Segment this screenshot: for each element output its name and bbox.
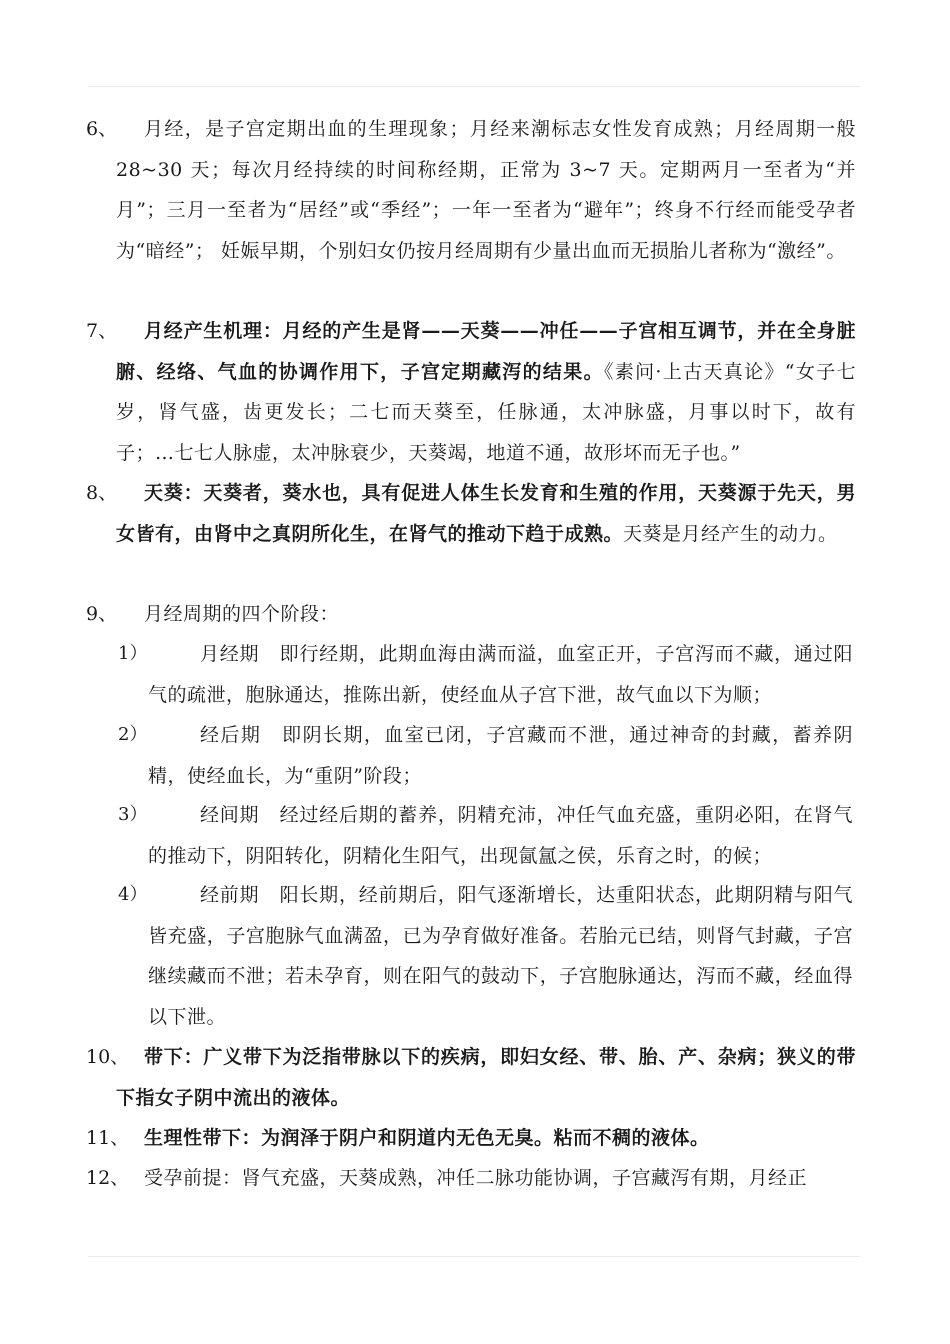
stage-text: 阳长期，经前期后，阳气逐渐增长，达重阳状态，此期阴精与阳气皆充盛，子宫胞脉气血满盈，已为孕育做好准备。若胎元已结，则肾气封藏，子宫继续藏而不泄；若未孕育，则在阳气的鼓动下，子宫胞脉通达，泻而不藏，经血得以下泄。 [148, 884, 853, 1028]
item-text-10 [116, 1037, 856, 1118]
item-normal-text: 《素问·上古天真论》“女子七岁，肾气盛，齿更发长；二七而天葵至，任脉通，太冲脉盛，月事以时下，故有子；…七七人脉虚，太冲脉衰少，天葵竭，地道不通，故形坏而无子也。” [116, 360, 856, 464]
item-bold-text: 天葵：天葵者，葵水也，具有促进人体生长发育和生殖的作用，天葵源于先天，男女皆有，由肾中之真阴所化生，在肾气的推动下趋于成熟。 [116, 482, 856, 545]
item-number: 7、 [86, 320, 118, 342]
stage-name: 经后期 [200, 724, 262, 746]
stage-3 [148, 795, 853, 876]
stage-text: 即阴长期，血室已闭，子宫藏而不泄，通过神奇的封藏，蓄养阴精，使经血长，为“重阴”阶段； [148, 724, 853, 787]
item-text-7 [116, 311, 856, 473]
item-number: 8、 [86, 482, 118, 504]
item-text-8 [116, 473, 856, 554]
item-text-12 [116, 1158, 856, 1199]
item-text-6 [116, 109, 856, 271]
item-number: 11、 [86, 1127, 130, 1149]
stage-number: 1） [118, 643, 148, 664]
item-text-11 [116, 1118, 856, 1159]
stage-2 [148, 715, 853, 796]
stage-1 [148, 634, 853, 715]
item-bold-text: 月经产生机理：月经的产生是肾——天葵——冲任——子宫相互调节，并在全身脏腑、经络、气血的协调作用下，子宫定期藏泻的结果。 [116, 320, 856, 383]
stage-number: 4） [118, 884, 148, 905]
item-normal-text: 月经周期的四个阶段： [144, 603, 340, 625]
item-number: 10、 [86, 1046, 130, 1068]
stage-text: 经过经后期的蓄养，阴精充沛，冲任气血充盛，重阴必阳，在肾气的推动下，阴阳转化，阴精化生阳气，出现氤氲之侯，乐育之时，的候； [148, 804, 853, 867]
stage-number: 3） [118, 804, 148, 825]
top-divider [88, 86, 860, 87]
stage-text: 即行经期，此期血海由满而溢，血室正开，子宫泻而不藏，通过阳气的疏泄，胞脉通达，推陈出新，使经血从子宫下泄，故气血以下为顺； [148, 643, 853, 706]
stage-name: 经间期 [200, 804, 260, 826]
item-number: 6、 [86, 118, 118, 140]
item-bold-text: 生理性带下：为润泽于阴户和阴道内无色无臭。粘而不稠的液体。 [144, 1127, 710, 1149]
item-text-9 [116, 594, 856, 635]
item-number: 12、 [86, 1167, 130, 1189]
item-number: 9、 [86, 603, 118, 625]
stage-number: 2） [118, 724, 148, 745]
bottom-divider [88, 1256, 860, 1257]
stage-name: 月经期 [200, 643, 260, 665]
item-bold-text: 带下：广义带下为泛指带脉以下的疾病，即妇女经、带、胎、产、杂病；狭义的带下指女子阴中流出的液体。 [116, 1046, 856, 1109]
item-normal-text: 月经，是子宫定期出血的生理现象；月经来潮标志女性发育成熟；月经周期一般 28~30 天；每次月经持续的时间称经期，正常为 3~7 天。定期两月一至者为“并月”；三月一至者为“居经”或“季经”；一年一至者为“避年”；终身不行经而能受孕者为“暗经”； 妊娠早期，个别妇女仍按月经周期有少量出血而无损胎儿者称为“激经”。 [116, 118, 856, 262]
item-normal-text: 天葵是月经产生的动力。 [623, 522, 838, 545]
stage-name: 经前期 [200, 884, 260, 906]
item-normal-text: 受孕前提：肾气充盛，天葵成熟，冲任二脉功能协调，子宫藏泻有期，月经正 [144, 1167, 808, 1189]
stage-4 [148, 875, 853, 1037]
